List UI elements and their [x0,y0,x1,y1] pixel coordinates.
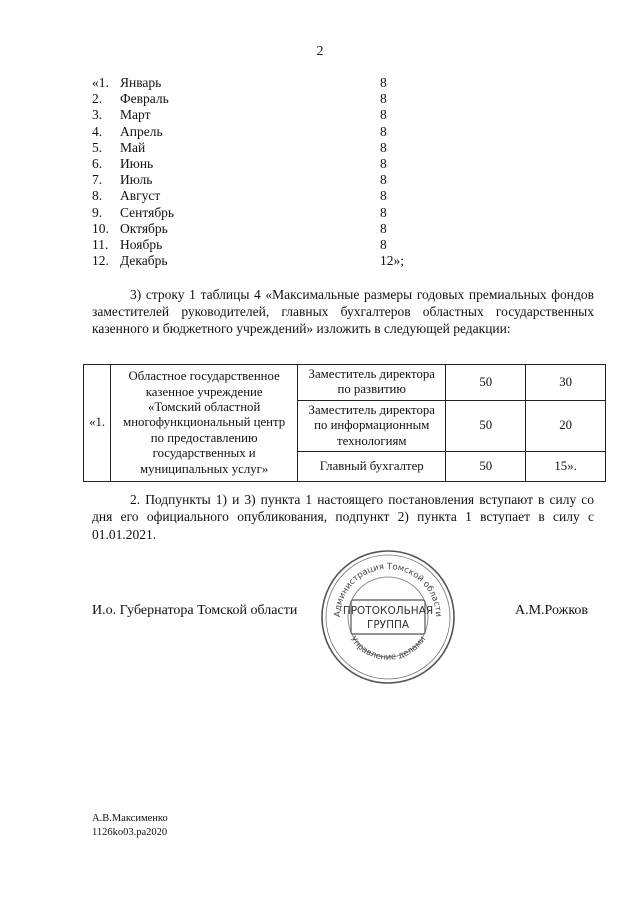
month-number: 3. [92,107,103,123]
month-number: 12. [92,253,109,269]
position-line: Заместитель директора [308,402,435,417]
row-number-cell: «1. [84,365,111,482]
month-number: 11. [92,236,109,252]
premium-fund-table [83,364,606,482]
month-row [92,107,412,123]
position-line: по развитию [337,382,406,397]
org-line: «Томский областной [147,399,261,414]
month-row [92,237,412,253]
month-number: 7. [92,172,103,188]
table-row [84,365,606,401]
position-line: Заместитель директора [308,367,435,381]
month-number: 6. [92,155,103,171]
month-row [92,172,412,188]
svg-text:Управление делами [348,635,428,663]
month-value: 8 [380,75,387,90]
org-line: государственных и [152,446,256,461]
month-value: 8 [380,123,387,139]
month-value: 8 [380,172,387,188]
month-value: 8 [380,91,387,107]
month-number: 10. [92,220,109,236]
month-value: 12»; [380,253,405,269]
month-name: Апрель [120,123,163,139]
month-value: 8 [380,220,387,236]
position-cell [298,365,446,401]
month-number: 4. [92,123,103,139]
item-2-paragraph: 2. Подпункты 1) и 3) пункта 1 настоящего постановления вступают в силу со дня его официального опубликования, подпункт 2) пункта 1 вступает в силу с 01.01.2021. [92,492,594,542]
position-cell [298,400,446,451]
stamp-center-line-2: ГРУППА [366,619,410,631]
month-number: 8. [92,188,103,204]
executor-name: А.В.Максименко [92,813,168,824]
month-list [92,75,412,269]
month-name: Декабрь [120,253,168,269]
item-3-paragraph: 3) строку 1 таблицы 4 «Максимальные размеры годовых премиальных фондов заместителей руководителей, главных бухгалтеров областных государственных казенного и бюджетного учреждений» изложить в следующей редакции: [92,287,594,336]
month-name: Май [120,139,146,155]
value-cell-1: 50 [446,452,526,482]
month-number: 5. [92,139,103,155]
position-line: технологиям [337,433,407,448]
stamp-outer-bottom-text: Управление делами [347,634,429,663]
position-cell [298,452,446,482]
org-line: казенное учреждение [145,384,263,399]
month-number: 2. [92,91,103,107]
org-line: муниципальных услуг» [139,461,269,476]
position-line: Главный бухгалтер [319,458,424,473]
stamp-center-line-1: ПРОТОКОЛЬНАЯ [342,605,434,617]
month-value: 8 [380,188,387,204]
month-row [92,156,412,172]
month-name: Июль [120,172,153,188]
month-name: Февраль [120,91,169,107]
month-row [92,75,412,91]
month-value: 8 [380,155,387,171]
month-value: 8 [380,204,387,220]
org-line: по предоставлению [150,430,258,445]
value-cell-2: 15». [526,452,606,482]
value-cell-1: 50 [446,365,526,401]
month-row [92,205,412,221]
month-value: 8 [380,236,387,252]
org-line: Областное государственное [128,369,280,384]
position-line: по информационным [314,418,430,433]
signatory-name: А.М.Рожков [515,603,589,618]
value-cell-1: 50 [446,400,526,451]
stamp-outer-top-text: Администрация Томской области [332,561,444,618]
page-number: 2 [316,44,324,59]
month-name: Март [120,107,151,123]
month-number: «1. [92,75,109,90]
month-row [92,91,412,107]
month-row [92,140,412,156]
org-line: многофункциональный центр [123,415,286,430]
month-row [92,124,412,140]
month-name: Август [120,188,161,204]
month-name: Январь [120,75,162,90]
organization-cell [111,365,298,482]
value-cell-2: 30 [526,365,606,401]
month-row [92,221,412,237]
value-cell-2: 20 [526,400,606,451]
month-row [92,253,412,269]
month-name: Сентябрь [120,204,175,220]
month-name: Октябрь [120,220,168,236]
footer-executor [92,812,168,840]
month-number: 9. [92,204,103,220]
month-value: 8 [380,139,387,155]
month-value: 8 [380,107,387,123]
official-stamp [318,547,458,687]
signatory-title: И.о. Губернатора Томской области [92,603,298,618]
month-row [92,188,412,204]
month-name: Ноябрь [120,236,163,252]
month-name: Июнь [120,155,154,171]
document-code: 1126ko03.pa2020 [92,827,168,838]
